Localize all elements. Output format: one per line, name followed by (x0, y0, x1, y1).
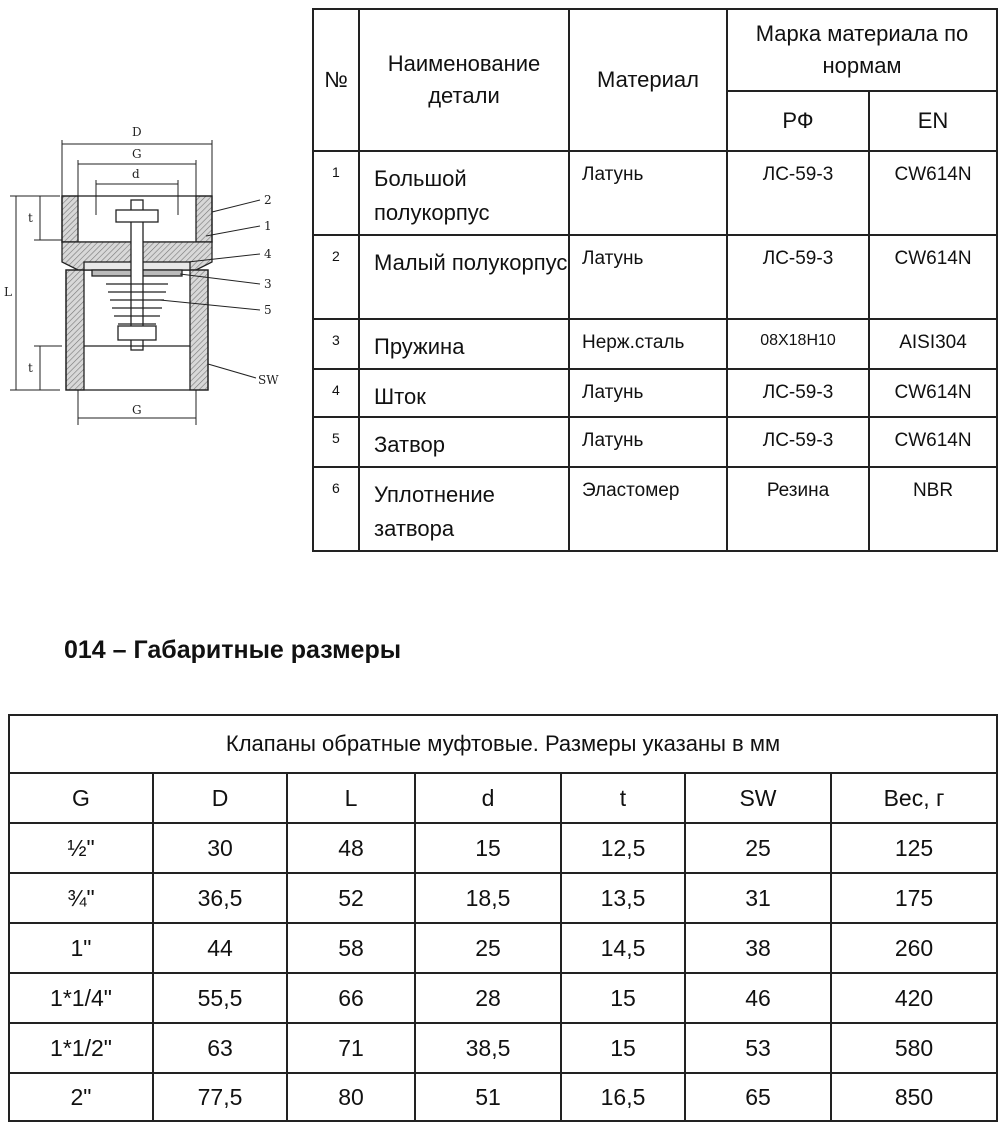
cell-d-outer: 55,5 (153, 973, 287, 1023)
header-num: № (313, 9, 359, 151)
table-row (9, 1073, 997, 1121)
part-num: 3 (313, 319, 359, 369)
part-num: 4 (313, 369, 359, 417)
part-grade-rf: 08Х18Н10 (727, 319, 869, 369)
cell-l: 48 (287, 823, 415, 873)
dimensions-table (8, 714, 998, 1122)
cell-d-outer: 77,5 (153, 1073, 287, 1121)
dim-label-t-top: t (28, 211, 33, 225)
cell-weight: 580 (831, 1023, 997, 1073)
cell-d-outer: 63 (153, 1023, 287, 1073)
table-row (9, 873, 997, 923)
cell-l: 52 (287, 873, 415, 923)
table-row (313, 319, 997, 369)
part-grade-rf: ЛС-59-3 (727, 151, 869, 235)
header-material-grade: Марка материала по нормам (727, 9, 997, 91)
cell-g: 1*1/4" (9, 973, 153, 1023)
cell-sw: 25 (685, 823, 831, 873)
cell-d-inner: 38,5 (415, 1023, 561, 1073)
header-material: Материал (569, 9, 727, 151)
cell-sw: 65 (685, 1073, 831, 1121)
dim-label-G-top: G (132, 147, 142, 161)
cell-l: 80 (287, 1073, 415, 1121)
part-material: Латунь (569, 369, 727, 417)
cell-weight: 125 (831, 823, 997, 873)
callout-2: 2 (264, 193, 272, 207)
part-name: Затвор (359, 417, 569, 467)
part-name: Уплотнение затвора (359, 467, 569, 551)
part-grade-rf: ЛС-59-3 (727, 369, 869, 417)
column-header-weight: Вес, г (831, 773, 997, 823)
part-num: 2 (313, 235, 359, 319)
cell-sw: 31 (685, 873, 831, 923)
callout-5: 5 (264, 303, 272, 317)
part-grade-en: NBR (869, 467, 997, 551)
cell-weight: 420 (831, 973, 997, 1023)
cell-d-inner: 15 (415, 823, 561, 873)
part-name: Большой полукорпус (359, 151, 569, 235)
part-grade-en: CW614N (869, 235, 997, 319)
part-grade-en: CW614N (869, 369, 997, 417)
part-num: 6 (313, 467, 359, 551)
cell-t: 15 (561, 1023, 685, 1073)
dim-label-t-bottom: t (28, 361, 33, 375)
table-row (9, 823, 997, 873)
part-name: Пружина (359, 319, 569, 369)
cell-l: 71 (287, 1023, 415, 1073)
cell-l: 66 (287, 973, 415, 1023)
cell-sw: 38 (685, 923, 831, 973)
part-material: Латунь (569, 417, 727, 467)
part-material: Латунь (569, 235, 727, 319)
part-grade-rf: ЛС-59-3 (727, 235, 869, 319)
cell-d-outer: 30 (153, 823, 287, 873)
header-en: EN (869, 91, 997, 151)
dim-label-G-bottom: G (132, 403, 142, 417)
callout-1: 1 (264, 219, 272, 233)
part-material: Нерж.сталь (569, 319, 727, 369)
cell-d-inner: 51 (415, 1073, 561, 1121)
table-row (313, 369, 997, 417)
cell-sw: 46 (685, 973, 831, 1023)
table-row (313, 417, 997, 467)
dim-label-d: d (132, 167, 140, 181)
table-row (9, 1023, 997, 1073)
column-header-sw: SW (685, 773, 831, 823)
table-row (313, 235, 997, 319)
cell-g: ½" (9, 823, 153, 873)
column-header-l: L (287, 773, 415, 823)
table-row (313, 151, 997, 235)
dim-label-L: L (4, 285, 12, 299)
part-grade-rf: ЛС-59-3 (727, 417, 869, 467)
cell-g: 1*1/2" (9, 1023, 153, 1073)
part-num: 5 (313, 417, 359, 467)
cell-g: ¾" (9, 873, 153, 923)
callout-3: 3 (264, 277, 272, 291)
parts-materials-table (312, 8, 998, 552)
cell-t: 13,5 (561, 873, 685, 923)
dim-label-D: D (132, 125, 142, 139)
table-row (313, 467, 997, 551)
cell-g: 1" (9, 923, 153, 973)
cell-d-inner: 28 (415, 973, 561, 1023)
part-material: Латунь (569, 151, 727, 235)
part-num: 1 (313, 151, 359, 235)
part-grade-rf: Резина (727, 467, 869, 551)
cell-sw: 53 (685, 1023, 831, 1073)
cell-l: 58 (287, 923, 415, 973)
part-material: Эластомер (569, 467, 727, 551)
column-header-t: t (561, 773, 685, 823)
column-header-d-outer: D (153, 773, 287, 823)
dimensions-caption: Клапаны обратные муфтовые. Размеры указаны в мм (9, 715, 997, 773)
cell-g: 2" (9, 1073, 153, 1121)
part-grade-en: CW614N (869, 417, 997, 467)
cell-d-outer: 36,5 (153, 873, 287, 923)
part-grade-en: AISI304 (869, 319, 997, 369)
cell-d-outer: 44 (153, 923, 287, 973)
table-row (9, 923, 997, 973)
part-grade-en: CW614N (869, 151, 997, 235)
column-header-d-inner: d (415, 773, 561, 823)
table-header-row (9, 773, 997, 823)
cell-d-inner: 25 (415, 923, 561, 973)
header-rf: РФ (727, 91, 869, 151)
cell-t: 14,5 (561, 923, 685, 973)
callout-4: 4 (264, 247, 272, 261)
cell-weight: 260 (831, 923, 997, 973)
callout-sw: SW (258, 373, 279, 387)
cell-t: 16,5 (561, 1073, 685, 1121)
cell-weight: 850 (831, 1073, 997, 1121)
cell-t: 15 (561, 973, 685, 1023)
cell-t: 12,5 (561, 823, 685, 873)
cell-weight: 175 (831, 873, 997, 923)
part-name: Шток (359, 369, 569, 417)
valve-cross-section-drawing (0, 120, 300, 440)
column-header-g: G (9, 773, 153, 823)
header-part-name: Наименование детали (359, 9, 569, 151)
table-row (9, 973, 997, 1023)
cell-d-inner: 18,5 (415, 873, 561, 923)
section-heading-dimensions: 014 – Габаритные размеры (64, 636, 402, 664)
part-name: Малый полукорпус (359, 235, 569, 319)
